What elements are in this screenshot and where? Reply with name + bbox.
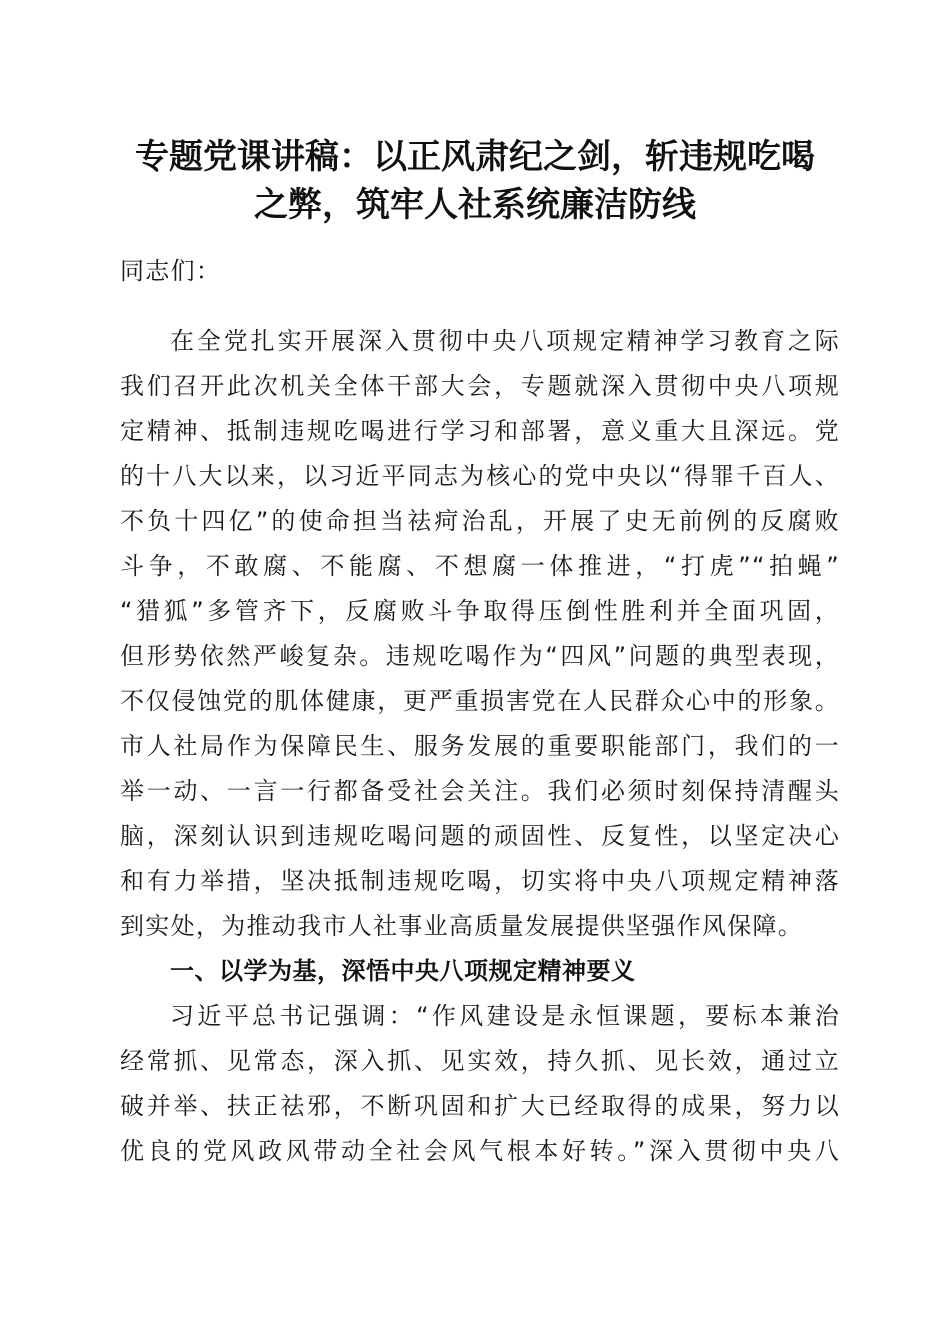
paragraph-line: 市人社局作为保障民生、服务发展的重要职能部门，我们的一 bbox=[120, 732, 840, 760]
paragraph-line: 习近平总书记强调：“作风建设是永恒课题，要标本兼治 bbox=[170, 1002, 840, 1030]
paragraph-line: 举一动、一言一行都备受社会关注。我们必须时刻保持清醒头 bbox=[120, 777, 840, 805]
paragraph-line: 到实处，为推动我市人社事业高质量发展提供坚强作风保障。 bbox=[120, 912, 804, 940]
paragraph-line: 破并举、扶正祛邪，不断巩固和扩大已经取得的成果，努力以 bbox=[120, 1092, 840, 1120]
paragraph-line: 和有力举措，坚决抵制违规吃喝，切实将中央八项规定精神落 bbox=[120, 867, 840, 895]
paragraph-line: “猎狐”多管齐下，反腐败斗争取得压倒性胜利并全面巩固， bbox=[120, 597, 840, 625]
paragraph-line: 我们召开此次机关全体干部大会，专题就深入贯彻中央八项规 bbox=[120, 372, 840, 400]
salutation: 同志们： bbox=[120, 257, 222, 285]
paragraph-line: 优良的党风政风带动全社会风气根本好转。”深入贯彻中央八 bbox=[120, 1137, 841, 1165]
paragraph-line: 不负十四亿”的使命担当祛疴治乱，开展了史无前例的反腐败 bbox=[120, 507, 840, 535]
paragraph-line: 定精神、抵制违规吃喝进行学习和部署，意义重大且深远。党 bbox=[120, 417, 840, 445]
document-title-line-2: 之弊，筑牢人社系统廉洁防线 bbox=[254, 185, 696, 225]
paragraph-line: 的十八大以来，以习近平同志为核心的党中央以“得罪千百人、 bbox=[120, 462, 840, 490]
document-title-line-1: 专题党课讲稿：以正风肃纪之剑，斩违规吃喝 bbox=[135, 137, 815, 177]
paragraph-line: 经常抓、见常态，深入抓、见实效，持久抓、见长效，通过立 bbox=[120, 1047, 840, 1075]
paragraph-line: 斗争，不敢腐、不能腐、不想腐一体推进，“打虎”“拍蝇” bbox=[120, 552, 840, 580]
paragraph-line: 在全党扎实开展深入贯彻中央八项规定精神学习教育之际 bbox=[170, 327, 840, 355]
paragraph-line: 脑，深刻认识到违规吃喝问题的顽固性、反复性，以坚定决心 bbox=[120, 822, 840, 850]
paragraph-line: 但形势依然严峻复杂。违规吃喝作为“四风”问题的典型表现， bbox=[120, 642, 840, 670]
paragraph-line: 不仅侵蚀党的肌体健康，更严重损害党在人民群众心中的形象。 bbox=[120, 687, 840, 715]
section-heading: 一、以学为基，深悟中央八项规定精神要义 bbox=[170, 957, 636, 985]
